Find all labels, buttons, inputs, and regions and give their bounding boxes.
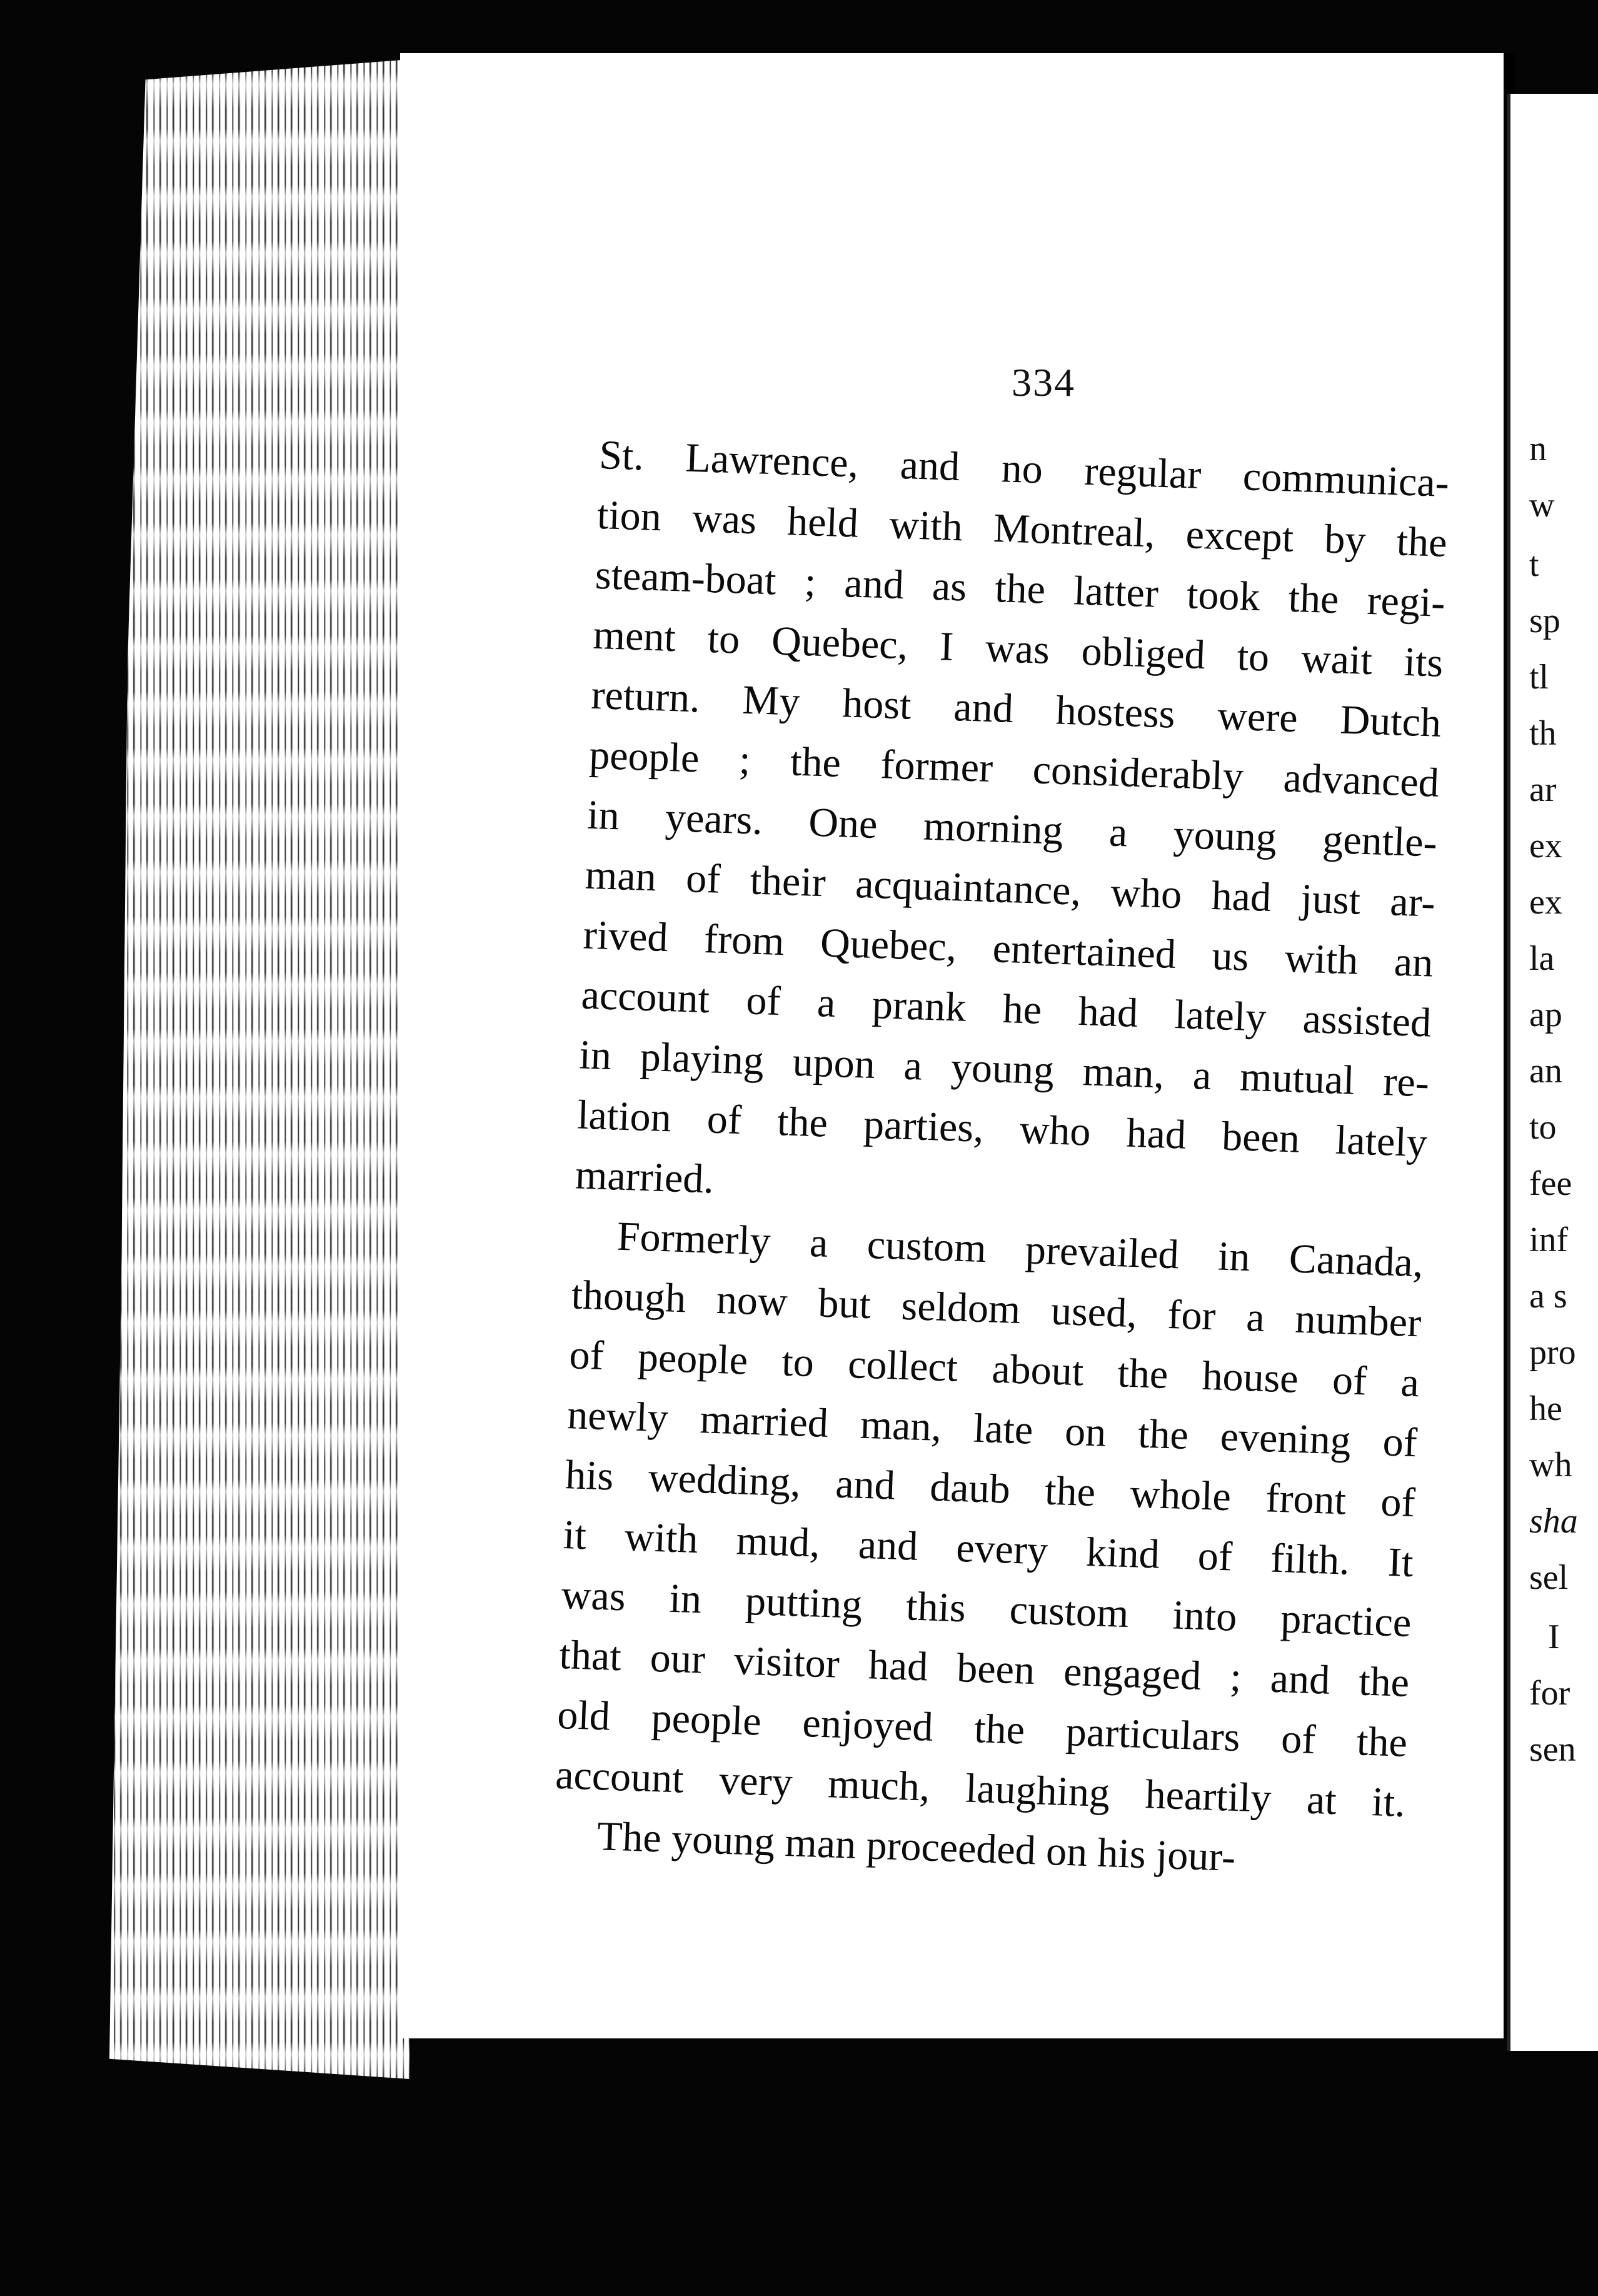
text-line: was in putting this custom into practice: [560, 1571, 1412, 1646]
facing-text-fragment: sp: [1529, 602, 1560, 640]
facing-text-fragment: n: [1529, 430, 1547, 468]
facing-text-fragment: tl: [1529, 658, 1549, 697]
facing-text-fragment: wh: [1529, 1446, 1572, 1484]
text-line: old people enjoyed the particulars of the: [556, 1691, 1409, 1766]
text-line: though now but seldom used, for a number: [570, 1272, 1422, 1346]
facing-text-fragment: I: [1548, 1618, 1560, 1656]
book-fore-edge: [109, 59, 410, 2079]
text-line: return. My host and hostess were Dutch: [590, 672, 1442, 746]
facing-text-fragment: an: [1529, 1052, 1562, 1090]
text-line: in playing upon a young man, a mutual re-: [578, 1032, 1430, 1106]
facing-text-fragment: to: [1529, 1108, 1557, 1147]
facing-text-fragment: t: [1529, 545, 1539, 584]
text-line: tion was held with Montreal, except by the: [596, 491, 1448, 566]
text-line: it with mud, and every kind of filth. It: [562, 1512, 1414, 1586]
text-line: St. Lawrence, and no regular communica-: [598, 431, 1450, 506]
facing-text-fragment: ex: [1529, 827, 1562, 865]
text-line: people ; the former considerably advanced: [588, 732, 1440, 806]
body-text: [553, 425, 1450, 1893]
facing-text-fragment: fee: [1529, 1164, 1572, 1203]
text-line: account of a prank he had lately assisted: [580, 972, 1432, 1046]
facing-text-fragment: ap: [1529, 995, 1562, 1034]
facing-text-fragment: w: [1529, 486, 1555, 525]
text-line: man of their acquaintance, who had just ar-: [584, 852, 1436, 926]
facing-text-fragment: la: [1529, 939, 1555, 978]
text-line: his wedding, and daub the whole front of: [565, 1452, 1416, 1526]
facing-text-fragment: ar: [1529, 770, 1557, 809]
text-line: of people to collect about the house of a: [568, 1332, 1420, 1406]
text-line: lation of the parties, who had been lately: [576, 1092, 1428, 1166]
facing-text-fragment: he: [1529, 1389, 1562, 1428]
facing-page: [1507, 94, 1598, 2051]
text-line: rived from Quebec, entertained us with an: [582, 912, 1434, 986]
text-line: steam-boat ; and as the latter took the regi-: [594, 551, 1446, 626]
page-number: 334: [1012, 360, 1075, 405]
facing-text-fragment: pro: [1529, 1333, 1576, 1372]
text-line: in years. One morning a young gentle-: [586, 792, 1438, 866]
text-line: ment to Quebec, I was obliged to wait its: [592, 612, 1444, 686]
facing-text-fragment: th: [1529, 714, 1557, 753]
text-line: married.: [575, 1152, 715, 1202]
facing-text-fragment: inf: [1529, 1221, 1569, 1259]
text-line: Formerly a custom prevailed in Canada,: [616, 1213, 1424, 1286]
facing-text-fragment: sen: [1529, 1730, 1576, 1769]
facing-text-fragment: ex: [1529, 883, 1562, 922]
text-line: account very much, laughing heartily at it.: [555, 1751, 1406, 1826]
facing-text-fragment: sel: [1529, 1558, 1569, 1597]
facing-text-fragment: sha: [1529, 1502, 1578, 1541]
text-line: that our visitor had been engaged ; and the: [558, 1631, 1410, 1706]
text-line: newly married man, late on the evening of: [566, 1392, 1418, 1466]
facing-text-fragment: for: [1529, 1674, 1570, 1713]
text-line: The young man proceeded on his jour-: [596, 1813, 1237, 1880]
facing-text-fragment: a s: [1529, 1277, 1567, 1316]
